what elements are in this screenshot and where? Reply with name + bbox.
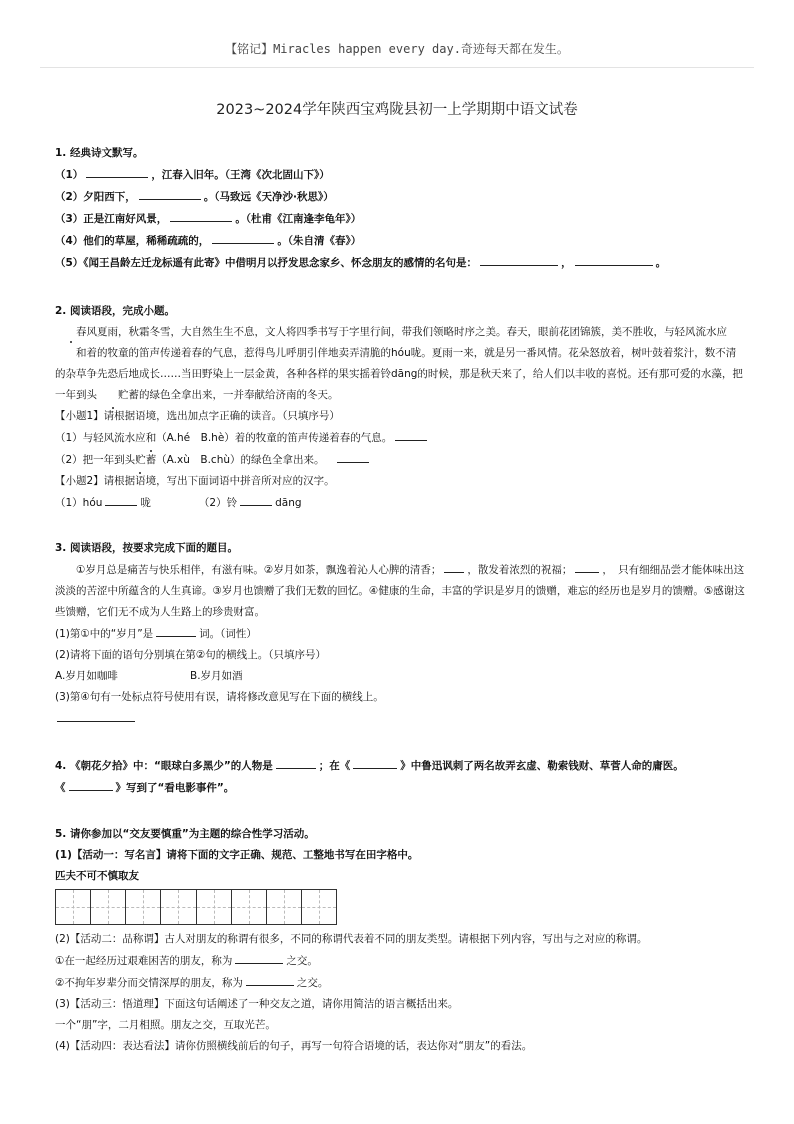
q1-blank-3[interactable] bbox=[170, 208, 232, 222]
q2-passage-b: 着的牧童的笛声传递着春的气息，惹得鸟儿呼朋引伴地卖弄清脆的hóu咙。夏雨一来，就是另一番风情。花朵怒放着，树叶鼓着浆汁，数不清的杂草争先恐后地成长……当田野染上一层金黄，各种各样的果实摇着铃dāng的时候，那是秋天来了，给人们以丰收的喜悦。还有那可爱的水藻，把一年到头 bbox=[55, 347, 743, 401]
q2-s1-post: （A.hé B.hè）着的牧童的笛声传递着春的气息。 bbox=[156, 432, 393, 444]
q2-p2-pre: （2）铃 bbox=[198, 497, 238, 509]
q5-heading: 5. 请你参加以“交友要慎重”为主题的综合性学习活动。 bbox=[55, 828, 315, 840]
question-3 bbox=[55, 538, 745, 730]
q2-sub1-heading: 【小题1】请根据语境，选出加点字正确的读音。（只填序号） bbox=[55, 410, 340, 422]
q2-p2-blank[interactable] bbox=[240, 492, 272, 506]
q1-line-3 bbox=[55, 208, 745, 230]
q2-heading: 2. 阅读语段，完成小题。 bbox=[55, 305, 175, 317]
q2-s2-dotted-char: 贮 bbox=[135, 450, 146, 471]
q5-activity-2-item-2 bbox=[55, 972, 745, 994]
tianzige-cell[interactable] bbox=[302, 890, 336, 924]
q1-line-3-post: 。（杜甫《江南逢李龟年》） bbox=[235, 213, 362, 225]
q1-line-1-text: ，江春入旧年。（王湾《次北固山下》） bbox=[151, 169, 330, 181]
q1-line-1 bbox=[55, 164, 745, 186]
q4-pre: 4. 《朝花夕拾》中：“眼球白多黑少”的人物是 bbox=[55, 760, 273, 772]
tianzige-cell[interactable] bbox=[232, 890, 267, 924]
q1-line-5-end: 。 bbox=[655, 257, 667, 269]
q1-line-2-post: 。（马致远《天净沙·秋思》） bbox=[203, 191, 334, 203]
q5-a2-blank-2[interactable] bbox=[246, 972, 294, 986]
q5-activity-1: (1)【活动一：写名言】请将下面的文字正确、规范、工整地书写在田字格中。 bbox=[55, 849, 419, 861]
q3-item-1-blank[interactable] bbox=[156, 623, 196, 637]
exam-content bbox=[55, 143, 745, 1057]
q2-passage-c: 蓄的绿色全拿出来，一并奉献给济南的冬天。 bbox=[128, 389, 339, 401]
tianzige-cell[interactable] bbox=[56, 890, 91, 924]
q1-line-5-pre: （5）《闻王昌龄左迁龙标遥有此寄》中借明月以抒发思念家乡、怀念朋友的感情的名句是： bbox=[55, 257, 478, 269]
q3-options bbox=[55, 666, 745, 687]
q1-line-4 bbox=[55, 230, 745, 252]
q2-sub1-item-1 bbox=[55, 427, 745, 449]
tianzige-cell[interactable] bbox=[267, 890, 302, 924]
q1-blank-1[interactable] bbox=[86, 164, 148, 178]
q3-passage-c: ， 只有细细品尝才能体味出这淡淡的苦涩中所蕴含的人生真谛。③岁月也馈赠了我们无数的回忆。④健康的生命，丰富的学识是岁月的馈赠，难忘的经历也是岁月的馈赠。⑤感谢这些馈赠，它们无不成为人生路上的珍贵财富。 bbox=[55, 564, 745, 618]
q4-mid1: ；在《 bbox=[318, 760, 351, 772]
q3-passage-blank-2[interactable] bbox=[575, 559, 599, 573]
q1-line-4-post: 。（朱自清《春》） bbox=[277, 235, 362, 247]
q4-l2-post: 》写到了“看电影事件”。 bbox=[115, 782, 235, 794]
q2-dotted-char-1: 和 bbox=[55, 343, 87, 364]
q3-item-3: (3)第④句有一处标点符号使用有误，请将修改意见写在下面的横线上。 bbox=[55, 691, 384, 703]
q1-line-2-pre: （2）夕阳西下， bbox=[55, 191, 136, 203]
q5-a2-i1-post: 之交。 bbox=[286, 955, 318, 967]
q4-blank-1[interactable] bbox=[276, 755, 316, 769]
tianzige-cell[interactable] bbox=[91, 890, 126, 924]
q3-answer-line[interactable] bbox=[57, 708, 135, 722]
q1-blank-2[interactable] bbox=[139, 186, 201, 200]
question-2 bbox=[55, 301, 745, 514]
q2-s1-blank[interactable] bbox=[395, 427, 427, 441]
q2-dotted-char-2: 贮 bbox=[97, 385, 129, 406]
q1-line-3-pre: （3）正是江南好风景， bbox=[55, 213, 168, 225]
question-1 bbox=[55, 143, 745, 274]
exam-title: 2023~2024学年陕西宝鸡陇县初一上学期期中语文试卷 bbox=[216, 102, 578, 118]
q3-passage-a: ①岁月总是痛苦与快乐相伴，有滋有味。②岁月如茶，飘逸着沁人心脾的清香； bbox=[76, 564, 442, 576]
q1-line-2 bbox=[55, 186, 745, 208]
q5-activity-2: (2)【活动二：品称谓】古人对朋友的称谓有很多，不同的称谓代表着不同的朋友类型。请根据下列内容，写出与之对应的称谓。 bbox=[55, 933, 648, 945]
q2-sub2-heading: 【小题2】请根据语境，写出下面词语中拼音所对应的汉字。 bbox=[55, 475, 335, 487]
question-4 bbox=[55, 755, 745, 799]
q5-a2-i2-post: 之交。 bbox=[296, 977, 329, 989]
q2-s2-post: 蓄（A.xù B.chù）的绿色全拿出来。 bbox=[145, 454, 325, 466]
q3-item-1-pre: (1)第①中的“岁月”是 bbox=[55, 628, 154, 640]
q1-line-4-pre: （4）他们的草屋，稀稀疏疏的， bbox=[55, 235, 210, 247]
q5-a2-blank-1[interactable] bbox=[235, 950, 283, 964]
q3-heading: 3. 阅读语段，按要求完成下面的题目。 bbox=[55, 542, 238, 554]
q4-mid2: 》中鲁迅讽刺了两名故弄玄虚、勒索钱财、草菅人命的庸医。 bbox=[400, 760, 684, 772]
q3-passage-b: ，散发着浓烈的祝福； bbox=[467, 564, 573, 576]
q2-s1-pre: （1）与轻风流水应 bbox=[55, 432, 146, 444]
q3-item-1-post: 词。（词性） bbox=[199, 628, 257, 640]
q2-p1-blank[interactable] bbox=[105, 492, 137, 506]
q4-l2-pre: 《 bbox=[55, 782, 66, 794]
q5-a2-i2-pre: ②不拘年岁辈分而交情深厚的朋友，称为 bbox=[55, 977, 243, 989]
q5-activity-4: (4)【活动四：表达看法】请你仿照横线前后的句子，再写一句符合语境的话，表达你对“朋友”的看法。 bbox=[55, 1040, 533, 1052]
q2-s1-dotted-char: 和 bbox=[146, 428, 157, 449]
q3-passage-blank-1[interactable] bbox=[444, 559, 464, 573]
q3-answer-line-row bbox=[55, 708, 745, 730]
q2-sub2-items bbox=[55, 492, 745, 514]
q5-activity-3-text: 一个“朋”字，二月相照。朋友之交，互取光芒。 bbox=[55, 1019, 276, 1031]
q5-activity-2-item-1 bbox=[55, 950, 745, 972]
header-divider bbox=[40, 67, 754, 68]
q5-quote: 匹夫不可不慎取友 bbox=[55, 870, 139, 882]
q2-p1-pre: （1）hóu bbox=[55, 497, 103, 509]
q3-option-a: A.岁月如咖啡 bbox=[55, 670, 118, 682]
q5-a2-i1-pre: ①在一起经历过艰难困苦的朋友，称为 bbox=[55, 955, 233, 967]
q4-line-2 bbox=[55, 777, 745, 799]
q1-line-5-mid: ， bbox=[561, 257, 572, 269]
header-motto: 【铭记】Miracles happen every day.奇迹每天都在发生。 bbox=[225, 42, 569, 56]
q3-passage bbox=[55, 559, 745, 623]
q5-activity-3: (3)【活动三：悟道理】下面这句话阐述了一种交友之道，请你用简洁的语言概括出来。 bbox=[55, 998, 459, 1010]
q4-blank-2[interactable] bbox=[353, 755, 397, 769]
q4-line-1 bbox=[55, 755, 745, 777]
tianzige-cell[interactable] bbox=[161, 890, 196, 924]
q3-option-b: B.岁月如酒 bbox=[190, 670, 243, 682]
q1-blank-5[interactable] bbox=[480, 252, 558, 266]
q3-item-1 bbox=[55, 623, 745, 645]
q2-p2-post: dāng bbox=[275, 497, 302, 509]
tianzige-cell[interactable] bbox=[197, 890, 232, 924]
q4-blank-3[interactable] bbox=[69, 777, 113, 791]
q1-line-5 bbox=[55, 252, 745, 274]
q1-blank-4[interactable] bbox=[212, 230, 274, 244]
q2-passage bbox=[55, 322, 745, 406]
tianzige-cell[interactable] bbox=[126, 890, 161, 924]
q2-p1-post: 咙 bbox=[140, 497, 151, 509]
q2-s2-blank[interactable] bbox=[337, 449, 369, 463]
q3-item-2: (2)请将下面的语句分别填在第②句的横线上。（只填序号） bbox=[55, 649, 327, 661]
question-5 bbox=[55, 824, 745, 1057]
q2-sub1-item-2 bbox=[55, 449, 745, 471]
tianzige-grid[interactable] bbox=[55, 889, 337, 925]
q1-heading: 1. 经典诗文默写。 bbox=[55, 147, 144, 159]
q1-blank-6[interactable] bbox=[575, 252, 653, 266]
q1-line-1-num: （1） bbox=[55, 169, 84, 181]
q2-s2-pre: （2）把一年到头 bbox=[55, 454, 136, 466]
q2-passage-a: 春风夏雨，秋霜冬雪，大自然生生不息，文人将四季书写于字里行间，带我们领略时序之美。春天，眼前花团锦簇，美不胜收，与轻风流水应 bbox=[76, 326, 727, 338]
